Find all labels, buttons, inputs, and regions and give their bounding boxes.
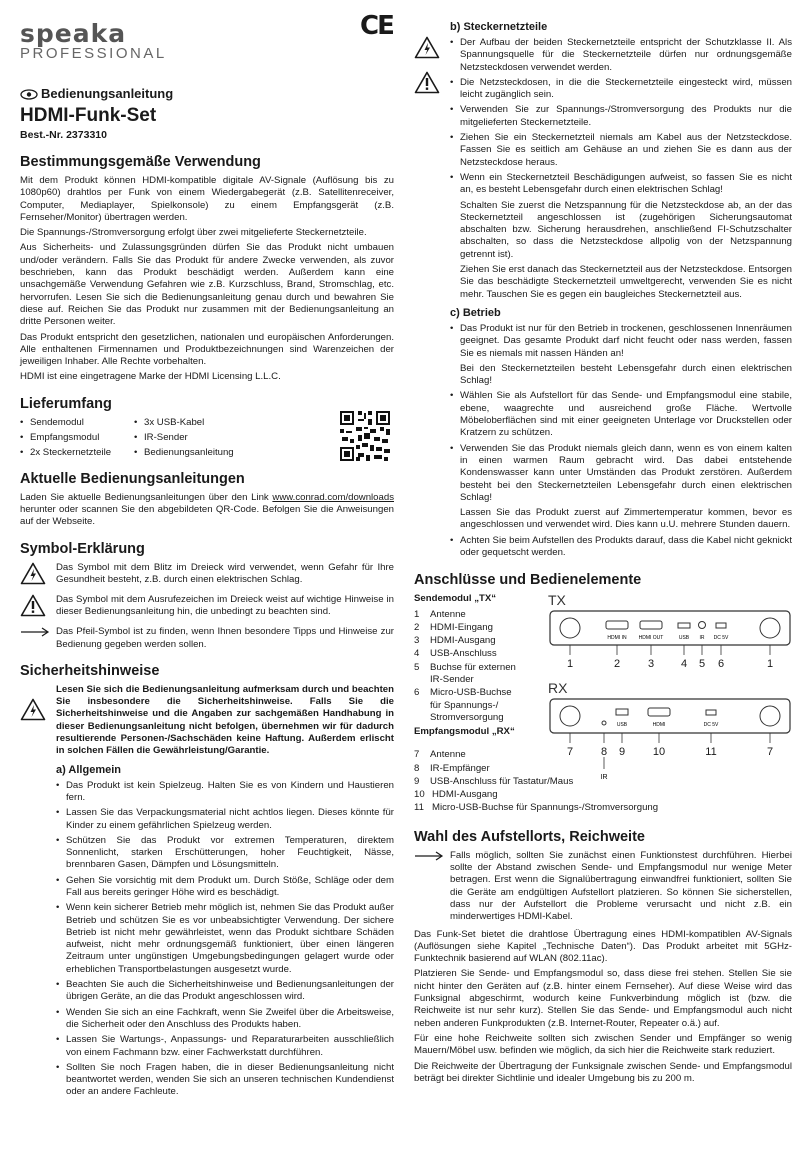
svg-text:4: 4 [680,658,688,671]
brand-name: speaka [20,19,127,48]
list-item: • Wählen Sie als Aufstellort für das Sende- und Empfangsmodul eine stabile, ebene, waagrechte und ausreichend große Fläche. Wertvolle Möbeloberflächen sind mit einer geeigneten Unterlage vor Druckstellen oder Kratzern zu schützen. [450,390,792,439]
qr-code[interactable] [340,411,390,461]
symbol-lightning: Das Symbol mit dem Blitz im Dreieck wird verwendet, wenn Gefahr für Ihre Gesundheit besteht, z.B. durch einen elektrischen Schlag. [20,562,394,589]
tx-device [550,611,790,645]
lieferumfang-list [20,417,394,465]
svg-text:IR: IR [699,635,705,642]
list-item: • Wenden Sie sich an eine Fachkraft, wenn Sie Zweifel über die Arbeitsweise, die Sicherheit oder den Anschluss des Produkts haben. [56,1007,394,1032]
ir-receiver [602,721,606,725]
sicherheit-title: Sicherheitshinweise [20,662,160,679]
svg-text:DC 5V: DC 5V [703,722,719,729]
svg-text:1: 1 [566,658,574,671]
table-row: 9 USB-Anschluss für Tastatur/Maus [414,775,574,787]
table-row: 10 HDMI-Ausgang [414,789,498,801]
list-item: • 2x Steckernetzteile [20,447,134,459]
lightning-warning-icon [20,562,46,585]
table-row: 2 HDMI-Eingang [414,621,493,633]
svg-text:IR: IR [600,774,608,782]
tx-title: Sendemodul „TX“ [414,593,497,605]
usb-port [616,709,628,715]
list-item: • Gehen Sie vorsichtig mit dem Produkt um. Durch Stöße, Schläge oder dem Fall aus bereits geringer Höhe wird es beschädigt. [56,875,394,900]
eye-icon [20,89,38,100]
svg-text:USB: USB [678,635,690,642]
aufstell-title: Wahl des Aufstellorts, Reichweite [414,828,645,845]
svg-text:11: 11 [705,746,717,759]
bestimmung-p4: Das Produkt entspricht den gesetzlichen, nationalen und europäischen Anforderungen. Alle enthaltenen Firmennamen und Produktbezeichnungen sind Warenzeichen der jeweiligen Inhaber. Alle Rechte vorbehalten. [20,331,394,368]
arrow-tip-icon [414,850,444,862]
aufstell-tip: Falls möglich, sollten Sie zunächst einen Funktionstest durchführen. Hierbei sollte der Abstand zwischen Sende- und Empfangsmodul nur wenige Meter betragen. Erst wenn die Signalübertragung einwandfrei funktioniert, sollten Sie die Geräte am endgültigen Aufstellort platzieren. So können Sie sicherstellen, dass nur der Aufstellort die Probleme verursacht und nicht z.B. ein minderwertiges HDMI-Kabel. [414,850,792,924]
svg-text:10: 10 [652,746,666,759]
svg-text:HDMI IN: HDMI IN [607,635,627,642]
stecker-ind1: Schalten Sie zuerst die Netzspannung für die Netzsteckdose ab, an der das Steckernetzteil angeschlossen ist (zugehörigen Sicherungsautomat abschalten bzw. Sicherung herausdrehen, anschließend FI-Schutzschalter abschalten, so dass die Netzsteckdose allpolig von der Netzspannung getrennt ist). [460,199,792,260]
table-row: 6 Micro-USB-Buchse für Spannungs-/ Stromversorgung [414,687,512,723]
exclamation-warning-icon [414,71,440,94]
list-item: • Beachten Sie auch die Sicherheitshinweise und Bedienungsanleitungen der übrigen Geräte, an die das Produkt angeschlossen wird. [56,979,394,1004]
list-item: • Das Produkt ist nur für den Betrieb in trockenen, geschlossenen Innenräumen geeignet. Das gesamte Produkt darf nicht feucht oder nass werden, fassen Sie es niemals mit nassen Händen an! [450,323,792,360]
svg-text:2: 2 [613,658,621,671]
sicherheit-intro-block [20,684,394,1102]
list-item: • Wenn kein sicherer Betrieb mehr möglich ist, nehmen Sie das Produkt außer Betrieb und schützen Sie es vor unbeabsichtigter Verwendung. Der sichere Betrieb ist nicht mehr gewährleistet, wenn das Produkt sichtbare Schäden aufweist, nicht mehr ordnungsgemäß funktioniert, über einen längeren Zeitraum unter ungünstigen Umgebungsbedingungen gelagert wurde oder erheblichen Transportbelastungen ausgesetzt wurde. [56,902,394,976]
bestimmung-title: Bestimmungsgemäße Verwendung [20,154,261,170]
svg-text:USB: USB [616,722,628,729]
stecker-block [414,20,792,562]
bestimmung-p3: Aus Sicherheits- und Zulassungsgründen dürfen Sie das Produkt nicht umbauen und/oder verändern. Falls Sie das Produkt für andere Zwecke verwenden, als zuvor beschrieben, kann das Produkt beschädigt werden. Außerdem kann eine unsachgemäße Verwendung Gefahren wie z.B. Kurzschluss, Brand, Stromschlag, etc. hervorrufen. Lesen Sie sich die Bedienungsanleitung genau durch und bewahren Sie diese auf. Reichen Sie das Produkt nur zusammen mit der Bedienungsanleitung an dritte Personen weiter. [20,242,394,328]
lightning-warning-icon [414,36,440,59]
sicherheit-intro: Lesen Sie sich die Bedienungsanleitung aufmerksam durch und beachten Sie insbesondere die Sicherheitshinweise. Falls Sie die Sicherheitshinweise und die Angaben zur sachgemäßen Handhabung in dieser Bedienungsanleitung nicht befolgen, übernehmen wir für dadurch resultierende Personen-/Sachschäden keine Haftung. Außerdem erlischt in solchen Fällen die Gewährleistung/Garantie. [56,683,394,757]
table-row: 4 USB-Anschluss [414,648,497,660]
manual-label: Bedienungsanleitung [41,86,174,101]
anschluesse-title: Anschlüsse und Bedienelemente [414,572,642,589]
betrieb-note1: Bei den Steckernetzteilen besteht Lebensgefahr durch einen elektrischen Schlag! [460,362,792,387]
list-item: • Achten Sie beim Aufstellen des Produkts darauf, dass die Kabel nicht geknickt oder gequetscht werden. [450,535,792,560]
aktuelle-title: Aktuelle Bedienungsanleitungen [20,470,245,487]
svg-text:DC 5V: DC 5V [713,635,729,642]
symbole-title: Symbol-Erklärung [20,540,145,557]
list-item: • Empfangsmodul [20,432,134,444]
dc-port [706,710,716,715]
betrieb-list [450,323,792,360]
lieferumfang-title: Lieferumfang [20,395,112,412]
list-item: • 3x USB-Kabel [134,417,264,429]
arrow-tip-icon [20,626,50,638]
list-item: • Das Produkt ist kein Spielzeug. Halten Sie es von Kindern und Haustieren fern. [56,780,394,805]
list-item: • Ziehen Sie ein Steckernetzteil niemals am Kabel aus der Netzsteckdose. Fassen Sie es seitlich am Gehäuse an und ziehen Sie es dann aus der Netzsteckdose heraus. [450,132,792,169]
list-item: • Lassen Sie Wartungs-, Anpassungs- und Reparaturarbeiten ausschließlich von einem Fachmann bzw. einer Fachwerkstatt durchführen. [56,1034,394,1059]
bestimmung-p5: HDMI ist eine eingetragene Marke der HDMI Licensing L.L.C. [20,371,281,383]
rx-device [550,699,790,733]
svg-text:HDMI: HDMI [652,722,666,729]
brand-sub: PROFESSIONAL [20,45,167,62]
antenna-icon [760,706,780,726]
betrieb-note2: Lassen Sie das Produkt zuerst auf Zimmertemperatur kommen, bevor es angeschlossen und verwendet wird. Dies kann u.U. mehrere Stunden dauern. [460,507,792,531]
bestimmung-p1: Mit dem Produkt können HDMI-kompatible digitale AV-Signale (Auflösung bis zu 1080p60) drahtlos per Funk von einem Wiedergabegerät (z.B. Satellitenreceiver, Computer, Mediaplayer, Spielkonsole) zu einem Empfangsgerät (z.B. Fernseher/Monitor) übertragen werden. [20,175,394,223]
antenna-icon [760,618,780,638]
svg-text:8: 8 [600,746,608,759]
hdmi-port [648,708,670,716]
dc-port [716,623,726,628]
table-row: 1 Antenne [414,608,466,620]
table-row: 5 Buchse für externen IR-Sender [414,661,516,686]
svg-text:7: 7 [766,746,774,759]
aufstell-p2: Platzieren Sie Sende- und Empfangsmodul so, dass diese frei stehen. Stellen Sie sie nicht hinter den Geräten auf (z.B. hinter einem Fernseher). Auf diese Weise wird das Funksignal abgeschirmt, wodurch keine Funkverbindung möglich ist (bzw. die Reichweite ist nur sehr kurz). Stellen Sie das Sende- und Empfangsmodul auch nicht neben anderen Funkprodukten (z.B. Internet-Router, Repeater o.ä.) auf. [414,968,792,1029]
rx-title: Empfangsmodul „RX“ [414,726,515,738]
rx-label: RX [548,680,568,697]
svg-text:1: 1 [766,658,774,671]
downloads-link[interactable]: www.conrad.com/downloads [272,491,394,503]
antenna-icon [560,618,580,638]
bestimmung-p2: Die Spannungs-/Stromversorgung erfolgt über zwei mitgelieferte Steckernetzteile. [20,227,367,239]
svg-text:5: 5 [698,658,706,671]
aktuelle-text: Laden Sie aktuelle Bedienungsanleitungen über den Link www.conrad.com/downloads herunter oder scannen Sie den abgebildeten QR-Code. Befolgen Sie die Anweisungen auf der Webseite. [20,491,394,528]
svg-text:7: 7 [566,746,574,759]
svg-text:HDMI OUT: HDMI OUT [638,635,664,642]
allgemein-list [56,780,394,1099]
list-item: • IR-Sender [134,432,264,444]
list-item: • Schützen Sie das Produkt vor extremen Temperaturen, direktem Sonnenlicht, starken Erschütterungen, hoher Feuchtigkeit, Nässe, brennbaren Gasen, Dämpfen und Lösungsmitteln. [56,835,394,872]
svg-text:9: 9 [618,746,626,759]
list-item: • Wenn ein Steckernetzteil Beschädigungen aufweist, so fassen Sie es nicht an, es besteht Lebensgefahr durch einen elektrischen Schlag! [450,172,792,197]
table-row: 11 Micro-USB-Buchse für Spannungs-/Stromversorgung [414,802,659,814]
list-item: • Der Aufbau der beiden Steckernetzteile entspricht der Schutzklasse II. Als Spannungsquelle für die Steckernetzteile dürfen nur ordnungsgemäße Netzsteckdosen verwendet werden. [450,37,792,74]
table-row: 7 Antenne [414,749,466,761]
table-row: 3 HDMI-Ausgang [414,635,496,647]
aufstell-p4: Die Reichweite der Übertragung der Funksignale zwischen Sende- und Empfangsmodul beträgt bei direkter Sichtlinie und idealer Umgebung bis zu 200 m. [414,1060,792,1084]
svg-text:6: 6 [717,658,725,671]
stecker-list [450,37,792,197]
symbol-exclamation: Das Symbol mit dem Ausrufezeichen im Dreieck weist auf wichtige Hinweise in dieser Bedienungsanleitung hin, die unbedingt zu beachten sind. [20,594,394,621]
table-row: 8 IR-Empfänger [414,762,490,774]
aufstell-p3: Für eine hohe Reichweite sollten sich zwischen Sender und Empfänger so wenig Mauern/Möbel usw. befinden wie möglich, da sich hier die Reichweite stark reduziert. [414,1032,792,1057]
order-number: Best.-Nr. 2373310 [20,129,107,141]
tx-label: TX [548,593,566,609]
stecker-title: b) Steckernetzteile [450,21,548,33]
svg-text:3: 3 [647,658,655,671]
product-title: HDMI-Funk-Set [20,105,157,126]
allgemein-title: a) Allgemein [56,763,121,776]
brand-logo [20,19,167,62]
exclamation-warning-icon [20,594,46,617]
aufstell-p1: Das Funk-Set bietet die drahtlose Übertragung eines HDMI-kompatiblen AV-Signals (Auflösungen siehe Kapitel „Technische Daten“). Das Produkt arbeitet mit 5GHz-Funktechnik basierend auf WLAN (802.11ac). [414,928,792,965]
list-item: • Bedienungsanleitung [134,447,264,459]
manual-header [20,86,394,102]
usb-port [678,623,690,628]
list-item: • Die Netzsteckdosen, in die die Steckernetzteile eingesteckt wird, müssen leicht zugänglich sein. [450,77,792,102]
list-item: • Verwenden Sie zur Spannungs-/Stromversorgung des Produkts nur die mitgelieferten Steckernetzteile. [450,104,792,129]
list-item: • Sendemodul [20,417,134,429]
antenna-icon [560,706,580,726]
betrieb-title: c) Betrieb [450,306,501,319]
device-diagram [544,593,792,803]
list-item: • Sollten Sie noch Fragen haben, die in dieser Bedienungsanleitung nicht beantwortet werden, wenden Sie sich an unseren technischen Kundendienst oder an andere Fachleute. [56,1062,394,1099]
list-item: • Lassen Sie das Verpackungsmaterial nicht achtlos liegen. Dieses könnte für Kinder zu einem gefährlichen Spielzeug werden. [56,807,394,832]
stecker-ind2: Ziehen Sie erst danach das Steckernetzteil aus der Netzsteckdose. Entsorgen Sie das beschädigte Steckernetzteil umweltgerecht, verwenden Sie es nicht mehr. Tauschen Sie es gegen ein baugleiches Steckernetzteil aus. [460,264,792,300]
list-item: • Verwenden Sie das Produkt niemals gleich dann, wenn es von einem kalten in einen warmen Raum gebracht wird. Das dabei entstehende Kondenswasser kann unter Umständen das Produkt zerstören. Außerdem besteht bei den Steckernetzteilen Lebensgefahr durch einen elektrischen Schlag! [450,443,792,504]
symbol-arrow: Das Pfeil-Symbol ist zu finden, wenn Ihnen besondere Tipps und Hinweise zur Bedienung gegeben werden sollen. [20,626,394,651]
hdmi-in-port [606,621,628,629]
ir-port [699,622,706,629]
hdmi-out-port [640,621,662,629]
lightning-warning-icon [20,698,46,721]
ce-mark: CE [360,11,393,41]
